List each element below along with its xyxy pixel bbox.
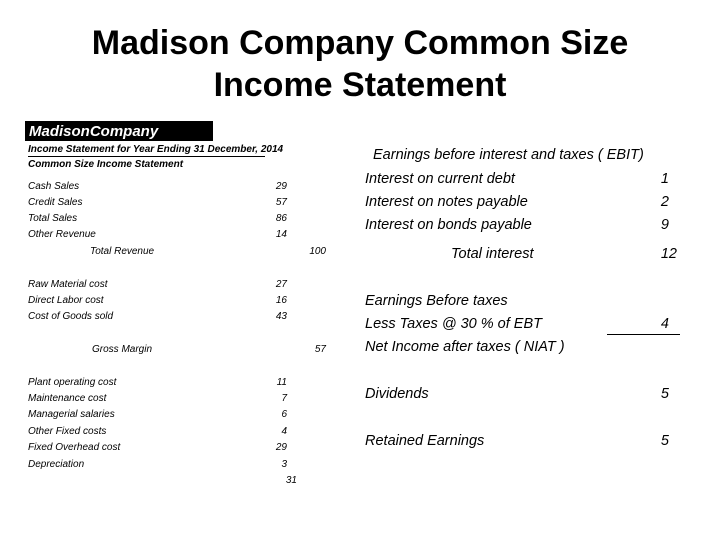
row-value: 6 [281, 409, 287, 420]
row-label: Interest on notes payable [365, 194, 528, 210]
row-value: 11 [276, 377, 287, 388]
row-label: Other Fixed costs [28, 426, 107, 437]
row-value: 1 [660, 171, 669, 187]
row-label: Plant operating cost [28, 377, 117, 388]
row-label: Cost of Goods sold [28, 311, 114, 322]
row-label: Managerial salaries [28, 409, 115, 420]
row-value: 29 [275, 442, 287, 453]
statement-subtitle: Income Statement for Year Ending 31 December, 2014 [28, 144, 284, 155]
row-label: Earnings before interest and taxes ( EBIT) [373, 147, 644, 163]
row-label: Cash Sales [28, 181, 80, 192]
row-label: Gross Margin [92, 344, 153, 355]
row-label: Other Revenue [28, 229, 96, 240]
taxes-underline [607, 334, 680, 335]
row-value: 14 [275, 229, 287, 240]
row-label: Net Income after taxes ( NIAT ) [365, 339, 565, 355]
title-line-1: Madison Company Common Size [91, 24, 629, 62]
row-label: Interest on current debt [365, 171, 515, 187]
row-label: Raw Material cost [28, 279, 108, 290]
row-value: 7 [281, 393, 287, 404]
row-value: 57 [314, 344, 326, 355]
company-name-header: MadisonCompany [25, 121, 211, 141]
row-label: Credit Sales [28, 197, 83, 208]
row-label: Maintenance cost [28, 393, 107, 404]
row-label: Earnings Before taxes [365, 293, 508, 309]
row-value: 27 [275, 279, 287, 290]
row-value: 31 [285, 475, 297, 486]
row-value: 43 [275, 311, 287, 322]
row-value: 57 [275, 197, 287, 208]
row-label: Direct Labor cost [28, 295, 104, 306]
header-divider [211, 121, 213, 141]
row-value: 16 [275, 295, 287, 306]
row-label: Interest on bonds payable [365, 217, 532, 233]
row-label: Total interest [451, 246, 534, 262]
row-label: Less Taxes @ 30 % of EBT [365, 316, 542, 332]
row-value: 29 [275, 181, 287, 192]
row-value: 3 [281, 459, 287, 470]
row-value: 4 [660, 316, 669, 332]
row-label: Depreciation [28, 459, 85, 470]
row-value: 9 [660, 217, 669, 233]
row-label: Dividends [365, 386, 429, 402]
row-value: 2 [660, 194, 669, 210]
title-line-2: Income Statement [213, 66, 507, 104]
row-label: Retained Earnings [365, 433, 485, 449]
row-label: Total Sales [28, 213, 78, 224]
subtitle-underline [28, 156, 265, 157]
row-value: 5 [660, 386, 669, 402]
common-size-subtitle: Common Size Income Statement [28, 159, 184, 170]
row-value: 4 [281, 426, 287, 437]
row-label: Total Revenue [90, 246, 155, 257]
row-label: Fixed Overhead cost [28, 442, 121, 453]
row-value: 100 [309, 246, 326, 257]
row-value: 86 [275, 213, 287, 224]
row-value: 5 [660, 433, 669, 449]
slide-title [0, 22, 720, 106]
row-value: 12 [660, 246, 677, 262]
